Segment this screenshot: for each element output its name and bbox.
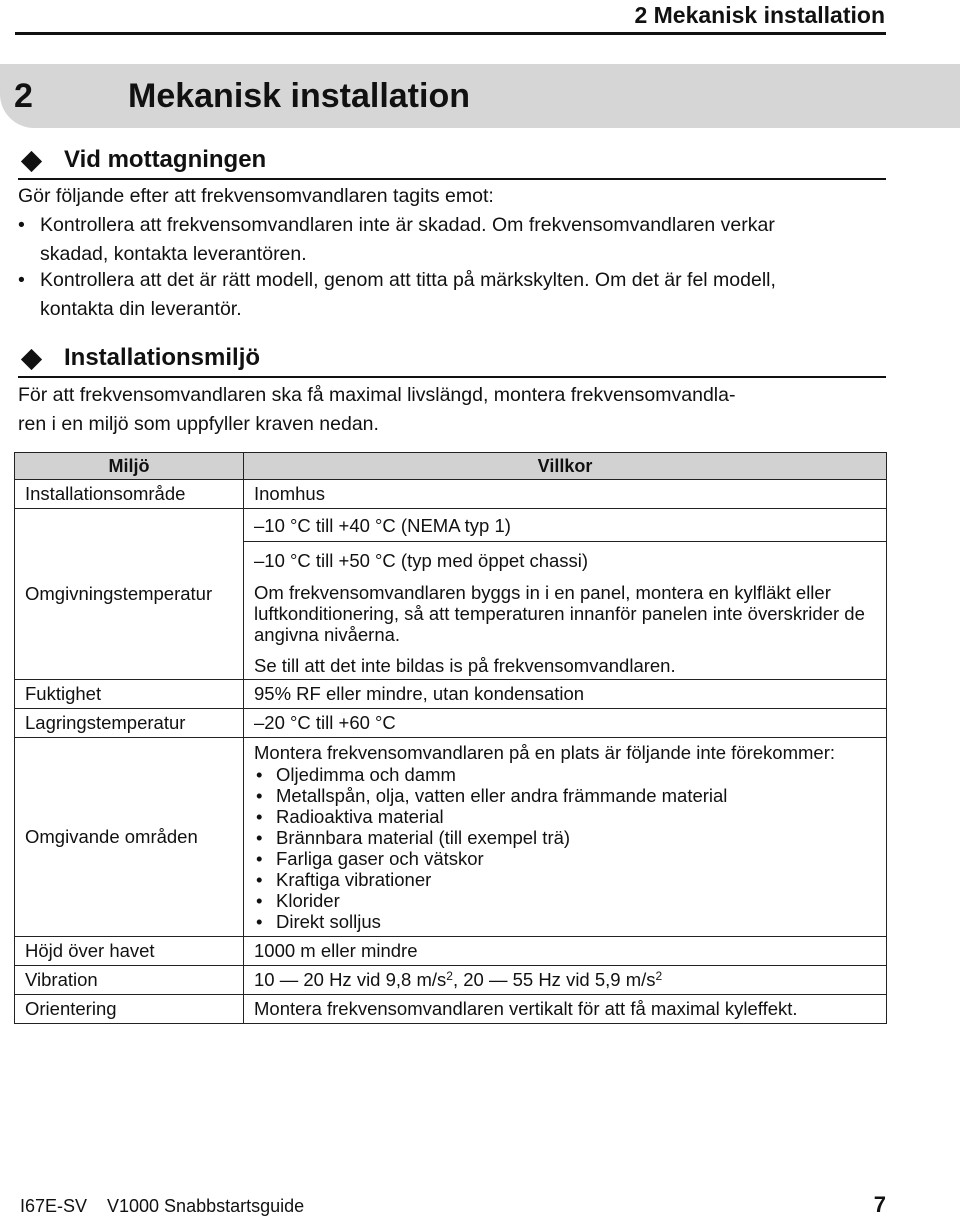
diamond-bullet-icon (21, 349, 42, 370)
value-ambient-temperature (244, 509, 887, 680)
table-header-row (15, 453, 887, 480)
list-item: • Direkt solljus (256, 911, 381, 932)
list-item: • Brännbara material (till exempel trä) (256, 827, 571, 848)
value-orientation: Montera frekvensomvandlaren vertikalt för att få maximal kyleffekt. (244, 995, 887, 1024)
receipt-bullet-1-line-1: Kontrollera att frekvensomvandlaren inte är skadad. Om frekvensomvandlaren verkar (40, 214, 775, 236)
label-humidity: Fuktighet (15, 680, 244, 709)
section-heading-environment (18, 342, 886, 378)
receipt-bullet-2-line-1: Kontrollera att det är rätt modell, genom att titta på märkskylten. Om det är fel modell, (40, 269, 776, 291)
header-condition: Villkor (244, 453, 887, 480)
label-ambient-temperature: Omgivningstemperatur (15, 509, 244, 680)
chapter-number: 2 (14, 77, 33, 115)
value-storage-temperature: –20 °C till +60 °C (244, 709, 887, 738)
temp-panel-note: Om frekvensomvandlaren byggs in i en panel, montera en kylfläkt eller luftkonditionering, så att temperaturen innanför panelen inte överskrider de angivna nivåerna. (254, 582, 865, 645)
value-installation-area: Inomhus (244, 480, 887, 509)
label-altitude: Höjd över havet (15, 937, 244, 966)
surroundings-list (254, 764, 876, 932)
section-title-receipt: Vid mottagningen (64, 146, 267, 173)
temp-open-chassis: –10 °C till +50 °C (typ med öppet chassi) (254, 550, 589, 571)
receipt-bullet-2-line-2: kontakta din leverantör. (40, 298, 242, 320)
section-heading-receipt (18, 144, 886, 180)
table-row-surroundings (15, 738, 887, 937)
footer-doc-title: V1000 Snabbstartsguide (107, 1196, 305, 1216)
list-item: • Oljedimma och damm (256, 764, 456, 785)
bullet-icon: • (18, 214, 25, 236)
environment-intro-line-2: ren i en miljö som uppfyller kraven nedan. (18, 413, 379, 435)
list-item: • Metallspån, olja, vatten eller andra främmande material (256, 785, 728, 806)
temp-enclosed: –10 °C till +40 °C (NEMA typ 1) (244, 509, 886, 542)
receipt-bullet-1 (18, 211, 888, 269)
receipt-intro: Gör följande efter att frekvensomvandlaren tagits emot: (18, 185, 494, 207)
table-row-vibration (15, 966, 887, 995)
receipt-bullet-2 (18, 266, 888, 324)
table-row-ambient-temperature (15, 509, 887, 680)
table-row-installation-area (15, 480, 887, 509)
receipt-bullet-1-line-2: skadad, kontakta leverantören. (40, 243, 307, 265)
temp-frost-note: Se till att det inte bildas is på frekvensomvandlaren. (254, 655, 676, 676)
section-title-environment: Installationsmiljö (64, 344, 261, 371)
label-storage-temperature: Lagringstemperatur (15, 709, 244, 738)
list-item: • Farliga gaser och vätskor (256, 848, 484, 869)
running-header: 2 Mekanisk installation (634, 2, 885, 28)
value-humidity: 95% RF eller mindre, utan kondensation (244, 680, 887, 709)
environment-intro (18, 381, 888, 439)
list-item: • Kraftiga vibrationer (256, 869, 432, 890)
table-row-orientation (15, 995, 887, 1024)
footer-doc-code: I67E-SV (20, 1196, 88, 1216)
surroundings-intro: Montera frekvensomvandlaren på en plats är följande inte förekommer: (254, 742, 835, 763)
value-surroundings (244, 738, 887, 937)
label-surroundings: Omgivande områden (15, 738, 244, 937)
header-rule (15, 32, 886, 35)
list-item: • Klorider (256, 890, 340, 911)
label-orientation: Orientering (15, 995, 244, 1024)
table-row-storage-temperature (15, 709, 887, 738)
footer-page-number: 7 (873, 1192, 886, 1217)
environment-table (14, 452, 887, 1024)
header-environment: Miljö (15, 453, 244, 480)
diamond-bullet-icon (21, 151, 42, 172)
bullet-icon: • (18, 269, 25, 291)
environment-intro-line-1: För att frekvensomvandlaren ska få maximal livslängd, montera frekvensomvandla- (18, 384, 736, 406)
table-row-humidity (15, 680, 887, 709)
chapter-title: Mekanisk installation (128, 77, 470, 115)
label-vibration: Vibration (15, 966, 244, 995)
table-row-altitude (15, 937, 887, 966)
value-altitude: 1000 m eller mindre (244, 937, 887, 966)
label-installation-area: Installationsområde (15, 480, 244, 509)
list-item: • Radioaktiva material (256, 806, 444, 827)
value-vibration: 10 — 20 Hz vid 9,8 $m/s^2$, 20 — 55 Hz vid 5,9 $m/s^2$ (244, 966, 887, 995)
